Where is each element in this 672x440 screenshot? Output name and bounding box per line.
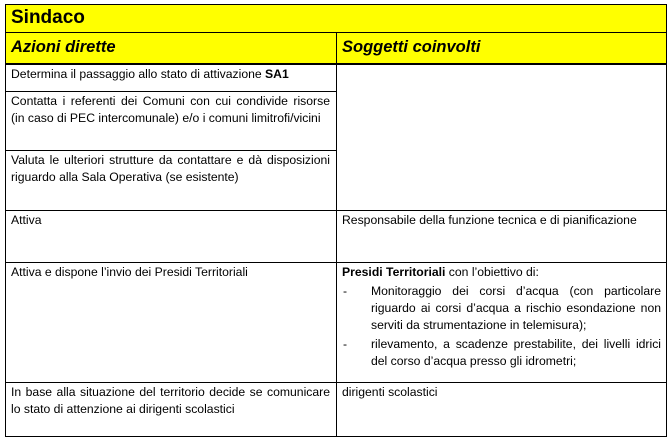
table-title: Sindaco [5,4,667,32]
row1-left [5,65,336,91]
row1-left-text: Determina il passaggio allo stato di attivazione [11,67,266,81]
row5-bullet-2 [342,336,661,370]
row5-right-intro [342,264,661,281]
grid-line [666,4,667,437]
row2-left: Contatta i referenti dei Comuni con cui condivide risorse (in caso di PEC intercomunale) e/o i comuni limitrofi/vicini [11,94,330,125]
row5-left: Attiva e dispone l’invio dei Presidi Territoriali [11,265,248,279]
row4-left: Attiva [11,213,42,227]
sindaco-table [5,4,667,437]
row5-right [336,263,667,381]
grid-line [5,4,667,5]
bullet-dash: - [343,284,348,298]
row5-right-bold: Presidi Territoriali [342,265,446,279]
row5-bullet-1 [342,283,661,334]
row5-bullet-1-text: Monitoraggio dei corsi d’acqua (con particolare riguardo ai corsi d’acqua a rischio esondazione non serviti da strumentazione in telemisura); [371,284,661,332]
header-soggetti-coinvolti: Soggetti coinvolti [336,32,667,63]
row5-right-rest: con l’obiettivo di: [445,265,539,279]
grid-line [5,91,336,92]
grid-line [336,32,337,437]
grid-line [5,150,336,151]
row1-left-bold: SA1 [265,67,289,81]
row4-right: Responsabile della funzione tecnica e di pianificazione [342,213,637,227]
row5-bullet-2-text: rilevamento, a scadenze prestabilite, dei livelli idrici del corso d’acqua presso gli idrometri; [371,337,661,368]
row3-left: Valuta le ulteriori strutture da contattare e dà disposizioni riguardo alla Sala Operativa (se esistente) [11,153,330,184]
row6-right: dirigenti scolastici [342,385,438,399]
header-azioni-dirette: Azioni dirette [5,32,336,63]
row6-left: In base alla situazione del territorio decide se comunicare lo stato di attenzione ai dirigenti scolastici [11,385,330,416]
bullet-dash: - [343,337,348,351]
grid-line [5,4,6,437]
